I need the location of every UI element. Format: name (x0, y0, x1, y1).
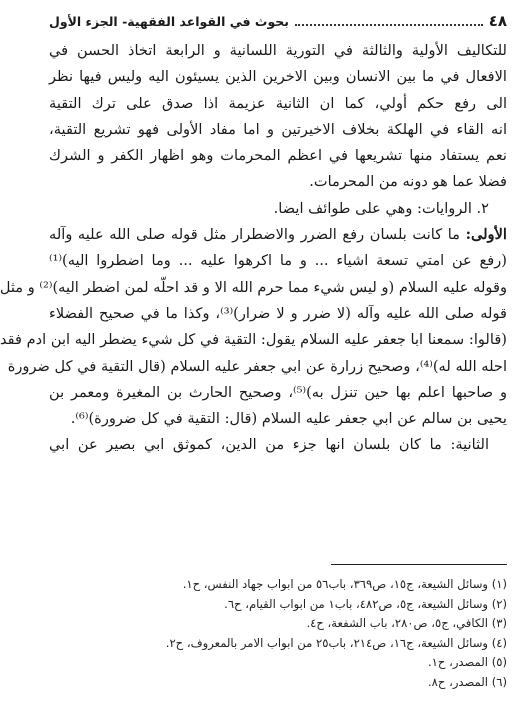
document-page (0, 12, 507, 712)
body-line: الافعال في ما بين الانسان وبين الاخرين الذين يسيئون اليه وليس فيها نظر (49, 68, 507, 86)
footnote: (١) وسائل الشيعة، ج١٥، ص٣٦٩، باب٥٦ من ابواب جهاد النفس، ح١. (182, 577, 507, 591)
body-line: للتكاليف الأولية والثالثة في التورية اللسانية و الرابعة اتخاذ الحسن في (49, 42, 507, 59)
body-line: يحيى بن سالم عن ابي جعفر عليه السلام (قال: التقية في كل ضرورة)⁽⁶⁾. (70, 410, 507, 428)
body-line: ٢. الروايات: وهي على طوائف ايضا. (273, 199, 489, 217)
body-line: (رفع عن امتي تسعة اشياء ... و ما اكرهوا عليه ... وما اضطروا اليه)⁽¹⁾ (49, 252, 507, 270)
body-line: فضلا عما هو دونه من المحرمات. (309, 173, 507, 191)
footnote: (٦) المصدر، ح٨. (427, 674, 507, 689)
footnote: (٥) المصدر، ح١. (427, 655, 507, 670)
body-line: انه القاء في الهلكة بخلاف الاخيرتين و اما مفاد الأولى فهو تشريع التقية، (49, 120, 507, 138)
footnote: (٣) الكافي، ج٥، ص٢٨٠، باب الشفعة، ح٤. (306, 616, 507, 631)
page-header (49, 12, 507, 34)
body-line: احله الله له)⁽⁴⁾، وصحيح زرارة عن ابي جعفر عليه السلام (قال التقية في كل ضرورة (7, 357, 507, 375)
footnote-separator (331, 564, 507, 565)
footnote: (٤) وسائل الشيعة، ج١٦، ص٢١٤، باب٢٥ من ابواب الامر بالمعروف، ح٢. (165, 635, 507, 650)
body-line: (قالوا: سمعنا ابا جعفر عليه السلام يقول: التقية في كل شيء يضطر اليه ابن ادم فقد (0, 331, 507, 349)
footnotes (49, 575, 507, 693)
body-line: و صاحبها اعلم بها حين تنزل به)⁽⁵⁾، وصحيح الحارث بن المغيرة ومعمر بن (49, 383, 507, 401)
body-line: الى رفع حكم أولي، كما ان الثانية عزيمة اذا صدق على ترك التقية (49, 94, 507, 112)
running-title: بحوث في القواعد الفقهية- الجزء الأول (49, 14, 290, 29)
header-dotted-leader (295, 16, 483, 26)
body-line: قوله صلى الله عليه وآله (لا ضرر و لا ضرار)⁽³⁾، وكذا ما في صحيح الفضلاء (49, 304, 507, 322)
section-label: الأولى: (465, 226, 507, 244)
body-text (0, 38, 507, 459)
body-line: نعم يستفاد منها تشريعها في اعظم المحرمات وهو اظهار الكفر و الشرك (49, 147, 507, 165)
page-number: ٤٨ (488, 12, 507, 30)
body-line: الثانية: ما كان بلسان انها جزء من الدين، كموثق ابي بصير عن ابي (49, 436, 489, 454)
body-line: الأولى: ما كانت بلسان رفع الضرر والاضطرار مثل قوله صلى الله عليه وآله (49, 226, 507, 244)
footnote: (٢) وسائل الشيعة، ج٥، ص٤٨٢، باب١ من ابواب القيام، ح٦. (224, 596, 507, 611)
body-line: وقوله عليه السلام (و ليس شيء مما حرم الله الا و قد احلّه لمن اضطر اليه)⁽²⁾ و مثل (0, 278, 507, 296)
